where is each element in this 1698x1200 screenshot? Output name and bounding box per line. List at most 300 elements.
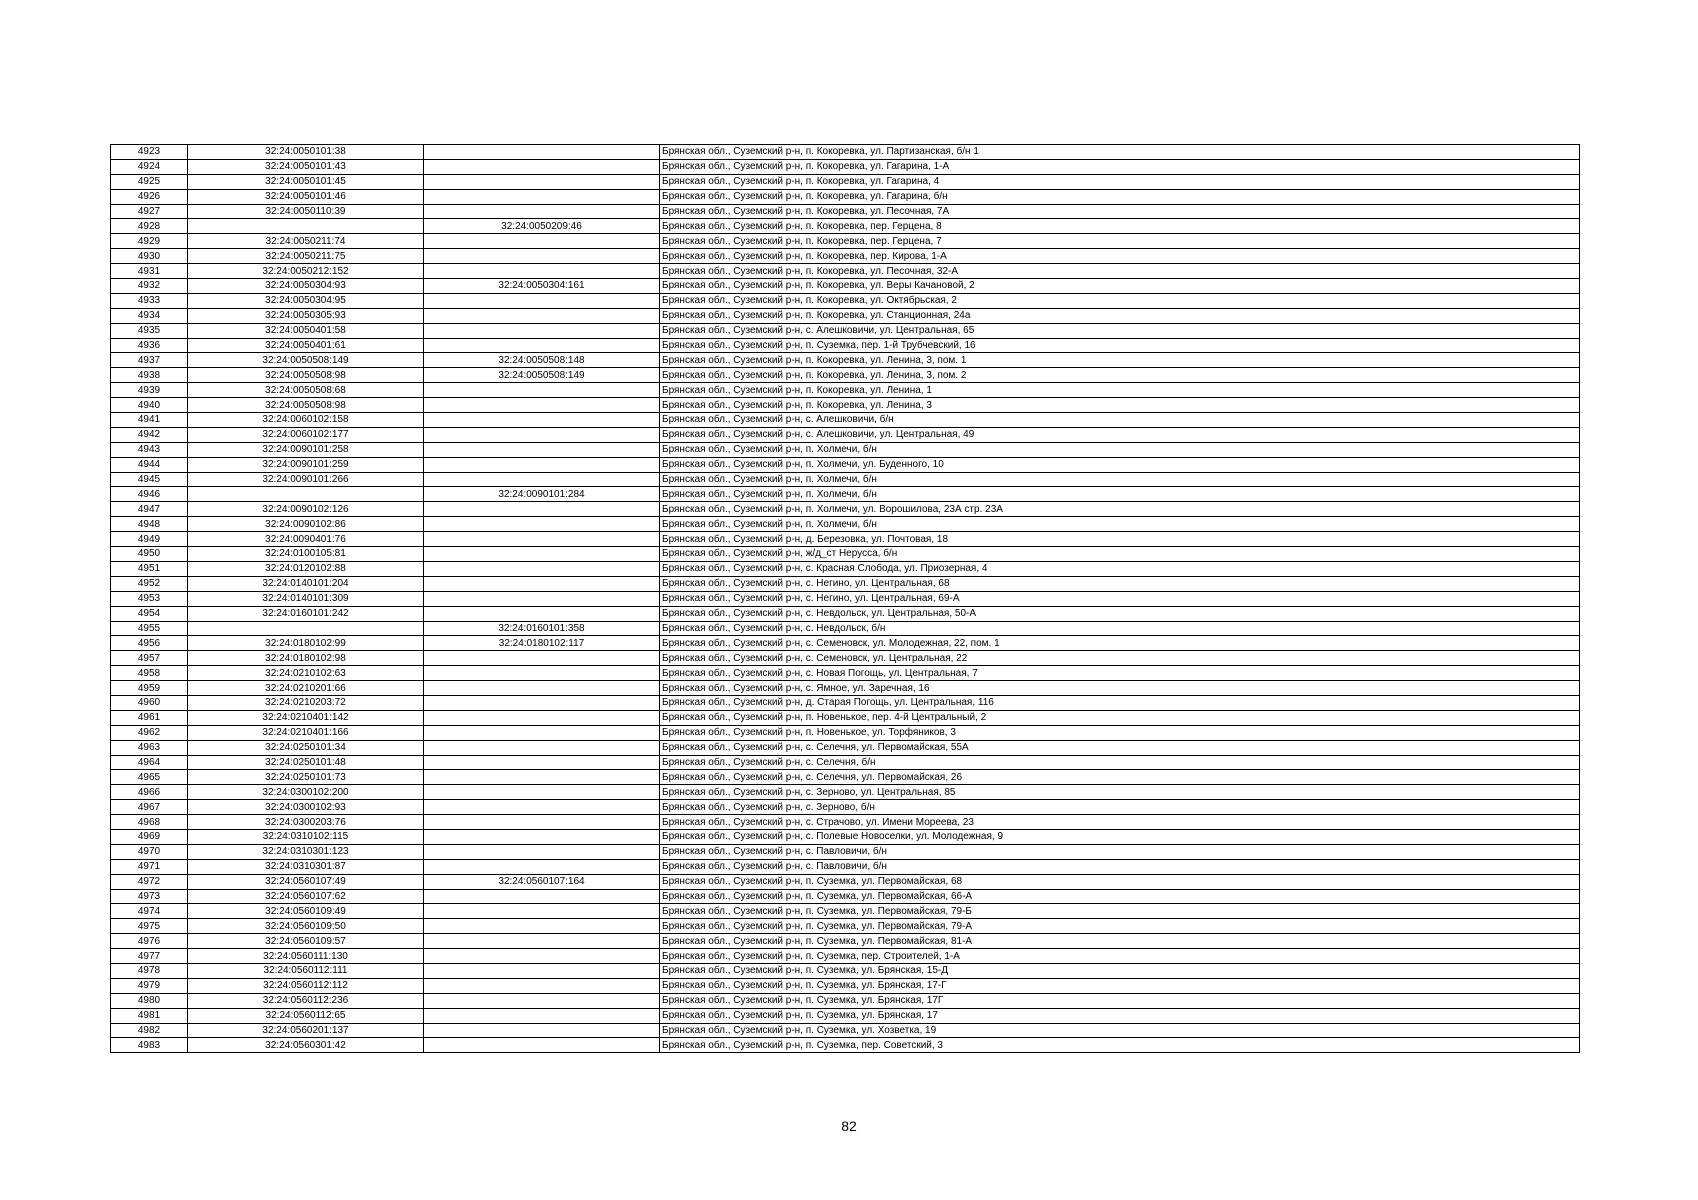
related-cadastral-number-cell [424, 606, 660, 621]
address-cell: Брянская обл., Суземский р-н, с. Негино, ул. Центральная, 69-А [660, 591, 1580, 606]
row-number-cell: 4956 [111, 636, 188, 651]
table-row [111, 755, 1580, 770]
table-row [111, 770, 1580, 785]
table-row [111, 308, 1580, 323]
related-cadastral-number-cell [424, 919, 660, 934]
page-number: 82 [841, 1118, 857, 1134]
row-number-cell: 4943 [111, 442, 188, 457]
address-cell: Брянская обл., Суземский р-н, п. Кокоревка, ул. Октябрьская, 2 [660, 293, 1580, 308]
row-number-cell: 4944 [111, 457, 188, 472]
address-cell: Брянская обл., Суземский р-н, п. Холмечи, б/н [660, 472, 1580, 487]
related-cadastral-number-cell [424, 323, 660, 338]
table-row [111, 532, 1580, 547]
address-cell: Брянская обл., Суземский р-н, с. Невдольск, б/н [660, 621, 1580, 636]
cadastral-number-cell: 32:24:0560301:42 [188, 1038, 424, 1053]
address-cell: Брянская обл., Суземский р-н, п. Суземка, пер. Советский, 3 [660, 1038, 1580, 1053]
row-number-cell: 4963 [111, 740, 188, 755]
table-row [111, 1023, 1580, 1038]
cadastral-number-cell: 32:24:0050101:45 [188, 174, 424, 189]
related-cadastral-number-cell [424, 174, 660, 189]
related-cadastral-number-cell [424, 710, 660, 725]
cadastral-number-cell [188, 487, 424, 502]
address-cell: Брянская обл., Суземский р-н, п. Суземка, ул. Первомайская, 79-Б [660, 904, 1580, 919]
related-cadastral-number-cell: 32:24:0050508:149 [424, 368, 660, 383]
row-number-cell: 4929 [111, 234, 188, 249]
related-cadastral-number-cell: 32:24:0180102:117 [424, 636, 660, 651]
table-row [111, 681, 1580, 696]
cadastral-number-cell: 32:24:0560107:62 [188, 889, 424, 904]
table-row [111, 398, 1580, 413]
table-row [111, 800, 1580, 815]
table-row [111, 695, 1580, 710]
row-number-cell: 4969 [111, 829, 188, 844]
address-cell: Брянская обл., Суземский р-н, п. Суземка, ул. Брянская, 15-Д [660, 963, 1580, 978]
cadastral-number-cell: 32:24:0560112:112 [188, 978, 424, 993]
cadastral-number-cell: 32:24:0180102:99 [188, 636, 424, 651]
row-number-cell: 4926 [111, 189, 188, 204]
related-cadastral-number-cell [424, 740, 660, 755]
address-cell: Брянская обл., Суземский р-н, с. Невдольск, ул. Центральная, 50-А [660, 606, 1580, 621]
row-number-cell: 4953 [111, 591, 188, 606]
table-row [111, 249, 1580, 264]
related-cadastral-number-cell [424, 234, 660, 249]
row-number-cell: 4925 [111, 174, 188, 189]
row-number-cell: 4951 [111, 561, 188, 576]
row-number-cell: 4933 [111, 293, 188, 308]
table-row [111, 978, 1580, 993]
related-cadastral-number-cell [424, 934, 660, 949]
table-row [111, 145, 1580, 160]
row-number-cell: 4978 [111, 963, 188, 978]
related-cadastral-number-cell [424, 145, 660, 160]
row-number-cell: 4934 [111, 308, 188, 323]
row-number-cell: 4961 [111, 710, 188, 725]
row-number-cell: 4945 [111, 472, 188, 487]
row-number-cell: 4979 [111, 978, 188, 993]
address-cell: Брянская обл., Суземский р-н, п. Кокоревка, пер. Герцена, 7 [660, 234, 1580, 249]
address-cell: Брянская обл., Суземский р-н, с. Ямное, ул. Заречная, 16 [660, 681, 1580, 696]
cadastral-number-cell: 32:24:0140101:204 [188, 576, 424, 591]
row-number-cell: 4930 [111, 249, 188, 264]
table-row [111, 1008, 1580, 1023]
table-row [111, 889, 1580, 904]
cadastral-number-cell: 32:24:0050305:93 [188, 308, 424, 323]
row-number-cell: 4927 [111, 204, 188, 219]
cadastral-number-cell: 32:24:0210102:63 [188, 666, 424, 681]
cadastral-number-cell: 32:24:0310301:123 [188, 844, 424, 859]
cadastral-number-cell: 32:24:0560112:236 [188, 993, 424, 1008]
address-cell: Брянская обл., Суземский р-н, с. Селечня, б/н [660, 755, 1580, 770]
cadastral-number-cell: 32:24:0060102:177 [188, 427, 424, 442]
row-number-cell: 4924 [111, 159, 188, 174]
cadastral-number-cell: 32:24:0310301:87 [188, 859, 424, 874]
address-cell: Брянская обл., Суземский р-н, с. Алешковичи, ул. Центральная, 65 [660, 323, 1580, 338]
address-cell: Брянская обл., Суземский р-н, с. Страчово, ул. Имени Мореева, 23 [660, 815, 1580, 830]
cadastral-number-cell: 32:24:0560109:57 [188, 934, 424, 949]
address-cell: Брянская обл., Суземский р-н, п. Суземка, ул. Первомайская, 68 [660, 874, 1580, 889]
cadastral-number-cell: 32:24:0050401:61 [188, 338, 424, 353]
row-number-cell: 4935 [111, 323, 188, 338]
table-row [111, 427, 1580, 442]
address-cell: Брянская обл., Суземский р-н, п. Суземка, пер. 1-й Трубчевский, 16 [660, 338, 1580, 353]
table-row [111, 368, 1580, 383]
address-cell: Брянская обл., Суземский р-н, п. Новенькое, ул. Торфяников, 3 [660, 725, 1580, 740]
address-cell: Брянская обл., Суземский р-н, д. Березовка, ул. Почтовая, 18 [660, 532, 1580, 547]
table-row [111, 1038, 1580, 1053]
address-cell: Брянская обл., Суземский р-н, с. Новая Погощь, ул. Центральная, 7 [660, 666, 1580, 681]
table-row [111, 487, 1580, 502]
address-cell: Брянская обл., Суземский р-н, п. Кокоревка, ул. Ленина, 1 [660, 383, 1580, 398]
address-cell: Брянская обл., Суземский р-н, д. Старая Погощь, ул. Центральная, 116 [660, 695, 1580, 710]
cadastral-number-cell: 32:24:0210401:166 [188, 725, 424, 740]
row-number-cell: 4939 [111, 383, 188, 398]
related-cadastral-number-cell [424, 457, 660, 472]
related-cadastral-number-cell [424, 591, 660, 606]
address-cell: Брянская обл., Суземский р-н, с. Зерново, ул. Центральная, 85 [660, 785, 1580, 800]
address-cell: Брянская обл., Суземский р-н, п. Кокоревка, ул. Песочная, 32-А [660, 264, 1580, 279]
address-cell: Брянская обл., Суземский р-н, с. Алешковичи, ул. Центральная, 49 [660, 427, 1580, 442]
cadastral-number-cell: 32:24:0090101:266 [188, 472, 424, 487]
cadastral-number-cell: 32:24:0250101:48 [188, 755, 424, 770]
table-row [111, 904, 1580, 919]
table-body [111, 145, 1580, 1053]
address-cell: Брянская обл., Суземский р-н, п. Холмечи, ул. Буденного, 10 [660, 457, 1580, 472]
related-cadastral-number-cell [424, 695, 660, 710]
cadastral-number-cell: 32:24:0050211:75 [188, 249, 424, 264]
address-cell: Брянская обл., Суземский р-н, п. Кокоревка, пер. Кирова, 1-А [660, 249, 1580, 264]
row-number-cell: 4928 [111, 219, 188, 234]
related-cadastral-number-cell [424, 1038, 660, 1053]
address-cell: Брянская обл., Суземский р-н, п. Суземка, ул. Первомайская, 66-А [660, 889, 1580, 904]
row-number-cell: 4947 [111, 502, 188, 517]
row-number-cell: 4981 [111, 1008, 188, 1023]
cadastral-number-cell: 32:24:0060102:158 [188, 413, 424, 428]
related-cadastral-number-cell: 32:24:0050304:161 [424, 279, 660, 294]
table-row [111, 517, 1580, 532]
row-number-cell: 4937 [111, 353, 188, 368]
cadastral-number-cell: 32:24:0560201:137 [188, 1023, 424, 1038]
address-cell: Брянская обл., Суземский р-н, п. Кокоревка, ул. Гагарина, 4 [660, 174, 1580, 189]
row-number-cell: 4975 [111, 919, 188, 934]
address-cell: Брянская обл., Суземский р-н, п. Кокоревка, ул. Веры Качановой, 2 [660, 279, 1580, 294]
related-cadastral-number-cell [424, 576, 660, 591]
table-row [111, 457, 1580, 472]
row-number-cell: 4965 [111, 770, 188, 785]
row-number-cell: 4967 [111, 800, 188, 815]
table-row [111, 740, 1580, 755]
related-cadastral-number-cell [424, 442, 660, 457]
table-row [111, 785, 1580, 800]
row-number-cell: 4923 [111, 145, 188, 160]
address-cell: Брянская обл., Суземский р-н, п. Суземка, ул. Брянская, 17Г [660, 993, 1580, 1008]
address-cell: Брянская обл., Суземский р-н, п. Кокоревка, ул. Гагарина, б/н [660, 189, 1580, 204]
related-cadastral-number-cell [424, 517, 660, 532]
row-number-cell: 4931 [111, 264, 188, 279]
address-cell: Брянская обл., Суземский р-н, п. Кокоревка, ул. Ленина, 3 [660, 398, 1580, 413]
cadastral-number-cell: 32:24:0090101:259 [188, 457, 424, 472]
cadastral-number-cell: 32:24:0090101:258 [188, 442, 424, 457]
related-cadastral-number-cell: 32:24:0090101:284 [424, 487, 660, 502]
related-cadastral-number-cell [424, 666, 660, 681]
cadastral-number-cell: 32:24:0090102:126 [188, 502, 424, 517]
cadastral-number-cell: 32:24:0300203:76 [188, 815, 424, 830]
row-number-cell: 4982 [111, 1023, 188, 1038]
cadastral-number-cell: 32:24:0050304:95 [188, 293, 424, 308]
address-cell: Брянская обл., Суземский р-н, с. Зерново, б/н [660, 800, 1580, 815]
table-row [111, 710, 1580, 725]
address-cell: Брянская обл., Суземский р-н, п. Суземка, ул. Первомайская, 81-А [660, 934, 1580, 949]
related-cadastral-number-cell [424, 800, 660, 815]
data-table [110, 144, 1580, 1053]
table-row [111, 636, 1580, 651]
table-row [111, 279, 1580, 294]
address-cell: Брянская обл., Суземский р-н, п. Холмечи, б/н [660, 487, 1580, 502]
related-cadastral-number-cell [424, 993, 660, 1008]
address-cell: Брянская обл., Суземский р-н, п. Суземка, ул. Брянская, 17-Г [660, 978, 1580, 993]
address-cell: Брянская обл., Суземский р-н, п. Суземка, ул. Брянская, 17 [660, 1008, 1580, 1023]
related-cadastral-number-cell [424, 532, 660, 547]
table-row [111, 606, 1580, 621]
table-row [111, 219, 1580, 234]
cadastral-number-cell: 32:24:0300102:200 [188, 785, 424, 800]
related-cadastral-number-cell [424, 561, 660, 576]
table-row [111, 442, 1580, 457]
cadastral-number-cell: 32:24:0050101:43 [188, 159, 424, 174]
cadastral-number-cell: 32:24:0120102:88 [188, 561, 424, 576]
table-row [111, 666, 1580, 681]
table-row [111, 547, 1580, 562]
related-cadastral-number-cell [424, 859, 660, 874]
address-cell: Брянская обл., Суземский р-н, п. Кокоревка, ул. Станционная, 24а [660, 308, 1580, 323]
related-cadastral-number-cell: 32:24:0050209:46 [424, 219, 660, 234]
related-cadastral-number-cell [424, 829, 660, 844]
address-cell: Брянская обл., Суземский р-н, п. Кокоревка, ул. Ленина, 3, пом. 2 [660, 368, 1580, 383]
address-cell: Брянская обл., Суземский р-н, п. Холмечи, б/н [660, 442, 1580, 457]
related-cadastral-number-cell [424, 963, 660, 978]
cadastral-number-cell: 32:24:0210203:72 [188, 695, 424, 710]
address-cell: Брянская обл., Суземский р-н, п. Кокоревка, ул. Партизанская, б/н 1 [660, 145, 1580, 160]
table-row [111, 576, 1580, 591]
cadastral-number-cell: 32:24:0090102:86 [188, 517, 424, 532]
table-row [111, 561, 1580, 576]
related-cadastral-number-cell [424, 815, 660, 830]
table-row [111, 963, 1580, 978]
cadastral-number-cell: 32:24:0050101:46 [188, 189, 424, 204]
row-number-cell: 4954 [111, 606, 188, 621]
table-row [111, 829, 1580, 844]
related-cadastral-number-cell [424, 651, 660, 666]
related-cadastral-number-cell [424, 904, 660, 919]
row-number-cell: 4946 [111, 487, 188, 502]
cadastral-number-cell: 32:24:0210401:142 [188, 710, 424, 725]
table-row [111, 338, 1580, 353]
address-cell: Брянская обл., Суземский р-н, п. Кокоревка, ул. Песочная, 7А [660, 204, 1580, 219]
table-row [111, 189, 1580, 204]
row-number-cell: 4952 [111, 576, 188, 591]
address-cell: Брянская обл., Суземский р-н, п. Новенькое, пер. 4-й Центральный, 2 [660, 710, 1580, 725]
table-row [111, 383, 1580, 398]
table-row [111, 815, 1580, 830]
related-cadastral-number-cell [424, 472, 660, 487]
cadastral-number-cell: 32:24:0050101:38 [188, 145, 424, 160]
cadastral-number-cell: 32:24:0560107:49 [188, 874, 424, 889]
address-cell: Брянская обл., Суземский р-н, с. Полевые Новоселки, ул. Молодежная, 9 [660, 829, 1580, 844]
related-cadastral-number-cell [424, 308, 660, 323]
related-cadastral-number-cell: 32:24:0050508:148 [424, 353, 660, 368]
related-cadastral-number-cell [424, 413, 660, 428]
cadastral-number-cell: 32:24:0050401:58 [188, 323, 424, 338]
table-row [111, 413, 1580, 428]
address-cell: Брянская обл., Суземский р-н, с. Красная Слобода, ул. Приозерная, 4 [660, 561, 1580, 576]
row-number-cell: 4942 [111, 427, 188, 442]
related-cadastral-number-cell [424, 427, 660, 442]
related-cadastral-number-cell [424, 293, 660, 308]
table-row [111, 859, 1580, 874]
row-number-cell: 4962 [111, 725, 188, 740]
address-cell: Брянская обл., Суземский р-н, п. Кокоревка, пер. Герцена, 8 [660, 219, 1580, 234]
cadastral-number-cell: 32:24:0210201:66 [188, 681, 424, 696]
related-cadastral-number-cell [424, 502, 660, 517]
cadastral-number-cell: 32:24:0560109:49 [188, 904, 424, 919]
related-cadastral-number-cell [424, 681, 660, 696]
related-cadastral-number-cell: 32:24:0160101:358 [424, 621, 660, 636]
address-cell: Брянская обл., Суземский р-н, с. Негино, ул. Центральная, 68 [660, 576, 1580, 591]
row-number-cell: 4949 [111, 532, 188, 547]
table-row [111, 204, 1580, 219]
table-row [111, 159, 1580, 174]
address-cell: Брянская обл., Суземский р-н, ж/д_ст Нерусса, б/н [660, 547, 1580, 562]
table-row [111, 264, 1580, 279]
address-cell: Брянская обл., Суземский р-н, с. Селечня, ул. Первомайская, 26 [660, 770, 1580, 785]
related-cadastral-number-cell [424, 949, 660, 964]
cadastral-number-cell: 32:24:0050508:149 [188, 353, 424, 368]
related-cadastral-number-cell [424, 204, 660, 219]
table-row [111, 353, 1580, 368]
related-cadastral-number-cell [424, 844, 660, 859]
cadastral-number-cell: 32:24:0560111:130 [188, 949, 424, 964]
table-row [111, 934, 1580, 949]
cadastral-number-cell: 32:24:0050508:98 [188, 398, 424, 413]
related-cadastral-number-cell [424, 264, 660, 279]
cadastral-number-cell: 32:24:0160101:242 [188, 606, 424, 621]
cadastral-number-cell: 32:24:0050212:152 [188, 264, 424, 279]
related-cadastral-number-cell [424, 383, 660, 398]
table-row [111, 293, 1580, 308]
row-number-cell: 4964 [111, 755, 188, 770]
table-row [111, 502, 1580, 517]
cadastral-number-cell: 32:24:0250101:73 [188, 770, 424, 785]
table-row [111, 621, 1580, 636]
row-number-cell: 4968 [111, 815, 188, 830]
cadastral-number-cell: 32:24:0300102:93 [188, 800, 424, 815]
row-number-cell: 4955 [111, 621, 188, 636]
related-cadastral-number-cell [424, 978, 660, 993]
row-number-cell: 4957 [111, 651, 188, 666]
row-number-cell: 4958 [111, 666, 188, 681]
related-cadastral-number-cell [424, 159, 660, 174]
table-row [111, 993, 1580, 1008]
row-number-cell: 4966 [111, 785, 188, 800]
cadastral-number-cell: 32:24:0180102:98 [188, 651, 424, 666]
cadastral-number-cell: 32:24:0050508:68 [188, 383, 424, 398]
related-cadastral-number-cell [424, 755, 660, 770]
row-number-cell: 4936 [111, 338, 188, 353]
table-row [111, 234, 1580, 249]
row-number-cell: 4974 [111, 904, 188, 919]
related-cadastral-number-cell [424, 770, 660, 785]
related-cadastral-number-cell [424, 249, 660, 264]
related-cadastral-number-cell [424, 547, 660, 562]
cadastral-number-cell: 32:24:0100105:81 [188, 547, 424, 562]
related-cadastral-number-cell [424, 189, 660, 204]
address-cell: Брянская обл., Суземский р-н, п. Суземка, ул. Хозветка, 19 [660, 1023, 1580, 1038]
address-cell: Брянская обл., Суземский р-н, п. Кокоревка, ул. Ленина, 3, пом. 1 [660, 353, 1580, 368]
row-number-cell: 4940 [111, 398, 188, 413]
row-number-cell: 4950 [111, 547, 188, 562]
related-cadastral-number-cell [424, 1023, 660, 1038]
cadastral-number-cell: 32:24:0050110:39 [188, 204, 424, 219]
address-cell: Брянская обл., Суземский р-н, п. Холмечи, ул. Ворошилова, 23А стр. 23А [660, 502, 1580, 517]
row-number-cell: 4932 [111, 279, 188, 294]
row-number-cell: 4948 [111, 517, 188, 532]
address-cell: Брянская обл., Суземский р-н, с. Алешковичи, б/н [660, 413, 1580, 428]
row-number-cell: 4983 [111, 1038, 188, 1053]
table-row [111, 949, 1580, 964]
row-number-cell: 4959 [111, 681, 188, 696]
address-cell: Брянская обл., Суземский р-н, с. Семеновск, ул. Центральная, 22 [660, 651, 1580, 666]
related-cadastral-number-cell [424, 889, 660, 904]
table-row [111, 591, 1580, 606]
table-row [111, 844, 1580, 859]
cadastral-number-cell: 32:24:0090401:76 [188, 532, 424, 547]
address-cell: Брянская обл., Суземский р-н, п. Холмечи, б/н [660, 517, 1580, 532]
cadastral-number-cell [188, 219, 424, 234]
address-cell: Брянская обл., Суземский р-н, с. Селечня, ул. Первомайская, 55А [660, 740, 1580, 755]
cadastral-number-cell: 32:24:0560112:65 [188, 1008, 424, 1023]
table-row [111, 323, 1580, 338]
cadastral-number-cell: 32:24:0050508:98 [188, 368, 424, 383]
cadastral-number-cell: 32:24:0560112:111 [188, 963, 424, 978]
address-cell: Брянская обл., Суземский р-н, с. Павловичи, б/н [660, 844, 1580, 859]
row-number-cell: 4960 [111, 695, 188, 710]
related-cadastral-number-cell [424, 725, 660, 740]
row-number-cell: 4971 [111, 859, 188, 874]
related-cadastral-number-cell: 32:24:0560107:164 [424, 874, 660, 889]
cadastral-number-cell: 32:24:0050211:74 [188, 234, 424, 249]
related-cadastral-number-cell [424, 338, 660, 353]
table-row [111, 725, 1580, 740]
table-row [111, 919, 1580, 934]
address-cell: Брянская обл., Суземский р-н, п. Суземка, ул. Первомайская, 79-А [660, 919, 1580, 934]
table-row [111, 174, 1580, 189]
related-cadastral-number-cell [424, 785, 660, 800]
cadastral-number-cell: 32:24:0250101:34 [188, 740, 424, 755]
table-row [111, 472, 1580, 487]
row-number-cell: 4980 [111, 993, 188, 1008]
cadastral-number-cell: 32:24:0140101:309 [188, 591, 424, 606]
cadastral-number-cell [188, 621, 424, 636]
row-number-cell: 4977 [111, 949, 188, 964]
row-number-cell: 4941 [111, 413, 188, 428]
cadastral-number-cell: 32:24:0310102:115 [188, 829, 424, 844]
row-number-cell: 4970 [111, 844, 188, 859]
related-cadastral-number-cell [424, 1008, 660, 1023]
table-row [111, 651, 1580, 666]
row-number-cell: 4972 [111, 874, 188, 889]
row-number-cell: 4973 [111, 889, 188, 904]
address-cell: Брянская обл., Суземский р-н, с. Семеновск, ул. Молодежная, 22, пом. 1 [660, 636, 1580, 651]
address-cell: Брянская обл., Суземский р-н, п. Суземка, пер. Строителей, 1-А [660, 949, 1580, 964]
